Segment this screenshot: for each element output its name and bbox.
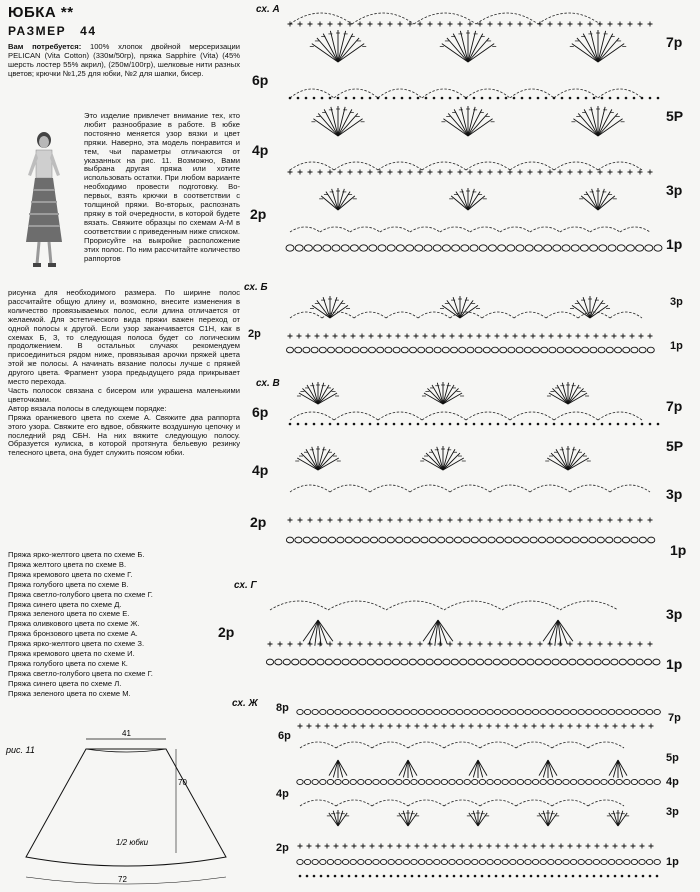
list-item: Пряжа кремового цвета по схеме Г.: [8, 569, 133, 579]
list-item: Пряжа синего цвета по схеме Д.: [8, 599, 122, 609]
skirt-schematic: [0, 725, 250, 892]
figure-bottom-width: 72: [118, 875, 127, 884]
chart-zh-row-1: 1р: [666, 856, 679, 868]
chart-zh-label: сх. Ж: [232, 698, 258, 709]
list-item: Пряжа ярко-желтого цвета по схеме З.: [8, 639, 145, 649]
body-p3: Часть полосок связана с бисером или украшена маленькими цветочками.: [8, 385, 240, 404]
list-item: Пряжа оливкового цвета по схеме Ж.: [8, 619, 140, 629]
chart-a-row-2: 2р: [250, 206, 267, 222]
list-item: Пряжа желтого цвета по схеме В.: [8, 559, 127, 569]
chart-g-label: сх. Г: [234, 580, 257, 591]
chart-zh-row-2: 2р: [276, 842, 289, 854]
chart-zh-row-8: 8р: [276, 702, 289, 714]
chart-b-label: сх. Б: [244, 282, 268, 293]
chart-zh-row-6: 6р: [278, 730, 291, 742]
chart-g-row-3: 3р: [666, 606, 683, 622]
figure-top-width: 41: [122, 729, 131, 738]
model-photo: [14, 130, 74, 270]
chart-a-row-7: 7р: [666, 34, 683, 50]
list-item: Пряжа светло-голубого цвета по схеме Г.: [8, 589, 153, 599]
size-line: [8, 24, 97, 38]
chart-a-row-5: 5Р: [666, 108, 684, 124]
crochet-charts: [218, 0, 700, 892]
figure-caption: 1/2 юбки: [116, 838, 149, 847]
list-item: Пряжа ярко-желтого цвета по схеме Б.: [8, 550, 145, 559]
chart-v-row-6: 6р: [252, 404, 269, 420]
chart-b-row-1: 1р: [670, 340, 683, 352]
size-label: РАЗМЕР: [8, 24, 67, 38]
chart-g-row-2: 2р: [218, 624, 235, 640]
chart-v-row-1: 1р: [670, 542, 687, 558]
chart-zh-row-7: 7р: [668, 712, 681, 724]
chart-drawing: [238, 0, 700, 892]
list-item: Пряжа светло-голубого цвета по схеме Г.: [8, 668, 153, 678]
chart-v-row-2: 2р: [250, 514, 267, 530]
list-item: Пряжа голубого цвета по схеме К.: [8, 658, 128, 668]
chart-b-row-2: 2р: [248, 328, 261, 340]
chart-zh-row-3: 3р: [666, 806, 679, 818]
list-item: Пряжа зеленого цвета по схеме Е.: [8, 609, 130, 619]
yarn-order-list: [8, 550, 240, 699]
chart-v-row-4: 4р: [252, 462, 269, 478]
list-item: Пряжа синего цвета по схеме Л.: [8, 678, 122, 688]
figure-label: рис. 11: [6, 745, 35, 755]
chart-v-row-7: 7р: [666, 398, 683, 414]
list-item: Пряжа кремового цвета по схеме И.: [8, 649, 135, 659]
body-paragraph-1: Это изделие привлечет внимание тех, кто любит разнообразие в работе. В юбке постоянно меняется узор вязки и цвет пряжи. Наверно, эта модель понравится и тем, чьи параметры отличаются от указанных на рис. 11. Возможно, Вами выбрана другая пряжа или хотите использовать остатки. При любом варианте необходимо провести подготовку. Во-первых, взять крючки в соответствии с толщиной пряжи. Во-вторых, распознать пряжу в той очередности, в которой будете вязать. Свяжите образцы по схемам А-М в соответствии с приведенным ниже списком. Прорисуйте на выкройке расположение этих полос. По ним рассчитайте количество раппортов: [84, 111, 240, 263]
chart-zh-row-4: 4р: [276, 788, 289, 800]
chart-v-row-3: 3р: [666, 486, 683, 502]
size-value: 44: [80, 24, 97, 38]
body-p5: Пряжа оранжевого цвета по схеме А. Свяжите два раппорта этого узора. Свяжите его вдвое, обвяжите воздушную цепочку и последний ряд СБН. На них вяжите следующую полосу. Образуется кулиска, в которой протянута бельевую резинку телесного цвета, она будет служить поясом юбки.: [8, 412, 240, 458]
chart-v-row-5: 5Р: [666, 438, 684, 454]
list-item: Пряжа бронзового цвета по схеме А.: [8, 629, 138, 639]
chart-a-label: сх. А: [256, 4, 280, 15]
chart-zh-row-5: 5р: [666, 752, 679, 764]
chart-g-row-1: 1р: [666, 656, 683, 672]
chart-a-row-1: 1р: [666, 236, 683, 252]
materials-paragraph: [8, 43, 240, 79]
materials-lead: Вам потребуется:: [8, 42, 82, 51]
body-paragraph-2: [8, 289, 240, 458]
chart-a-row-6: 6р: [252, 72, 269, 88]
list-item: Пряжа голубого цвета по схеме В.: [8, 579, 129, 589]
chart-b-row-3: 3р: [670, 296, 683, 308]
body-p2: рисунка для необходимого размера. По ширине полос рассчитайте общую длину и, возможно, внесите изменения в количество провязываемых полос, если длина отличается от желаемой. Для эстетического вида пряжи важен переход от одной полосы к другой. Если узор заканчивается С1Н, как в схемах Б, З, то следующая полоса будет со логическим продолжением. В остальных случаях рекомендуем присоединиться рядом ниже, провязывая арочки пряжей цвета этой же полосы. А начинать вязание полосы лучше с пряжей другого цвета. Фрагмент узора предыдущего ряда прикрывает место перехода.: [8, 288, 240, 387]
chart-v-label: сх. В: [256, 378, 280, 389]
chart-a-row-4: 4р: [252, 142, 269, 158]
chart-a-row-3: 3р: [666, 182, 683, 198]
figure-height: 70: [178, 778, 187, 787]
chart-zh-row-4b: 4р: [666, 776, 679, 788]
body-p4: Автор вязала полосы в следующем порядке:: [8, 403, 167, 413]
page-title: ЮБКА **: [8, 4, 74, 21]
materials-text: 100% хлопок двойной мерсеризации PELICAN (Vita Cotton) (330м/50гр), пряжа Sapphire (Vita) (45% шерсть лостер 55% акрил), (250м/100гр), шелковые нити разных цветов; крючки №1,25 для юбки, №2 для шапки, бисер.: [8, 42, 241, 78]
list-item: Пряжа зеленого цвета по схеме М.: [8, 688, 131, 698]
